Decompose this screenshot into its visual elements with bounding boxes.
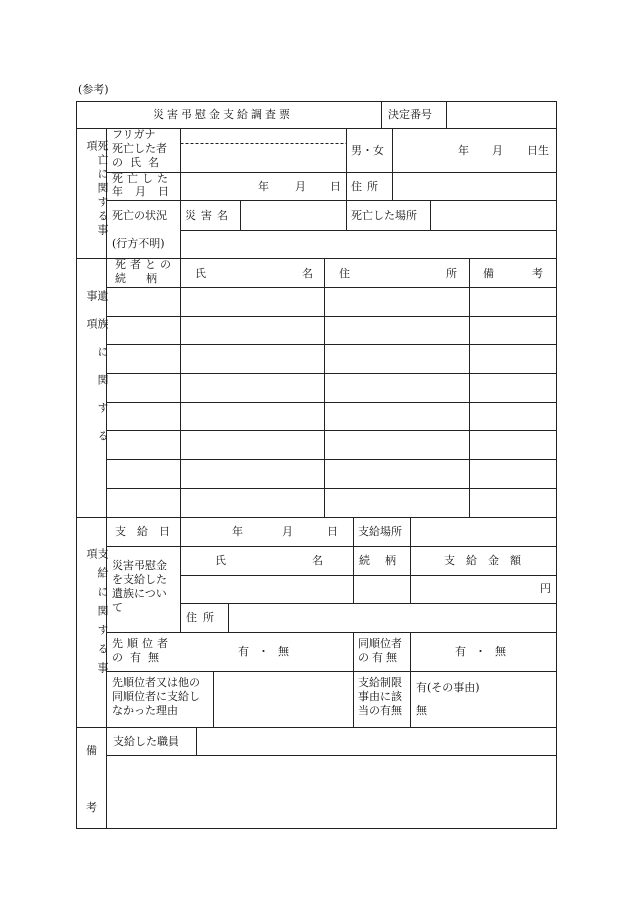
reason-label-line1: 先順位者又は他の: [112, 676, 200, 689]
payment-section-heading: [86, 548, 108, 696]
restrict-no-option[interactable]: 無: [416, 704, 427, 717]
relation-col-header-line2: 続柄: [115, 272, 177, 285]
recipient-given-label: 名: [312, 554, 323, 567]
birth-day-unit: 日生: [527, 144, 549, 157]
birth-month-unit: 月: [492, 144, 503, 157]
family-heading-text: 遺族に関する事項: [85, 290, 109, 458]
family-section-heading: [86, 290, 108, 480]
disaster-name-label: 災害名: [185, 209, 233, 222]
same-value[interactable]: 有・無: [455, 645, 515, 658]
address-col-header-2: 所: [446, 267, 457, 280]
death-situation-label: 死亡の状況: [112, 209, 167, 222]
reason-field[interactable]: [216, 674, 351, 725]
pay-date-label: 支給日: [115, 525, 181, 538]
amount-label: 支給金額: [444, 554, 532, 567]
restrict-label-line2: 事由に該: [358, 690, 402, 703]
decision-number-field[interactable]: [450, 104, 554, 126]
payment-heading-text: 支給に関する事項: [85, 548, 109, 681]
recipient-name-field[interactable]: [183, 578, 350, 600]
recipient-label-line4: て: [112, 601, 123, 614]
form-title: 災害弔慰金支給調査票: [153, 108, 293, 121]
pay-place-field[interactable]: [413, 520, 553, 544]
death-address-label: 住所: [351, 180, 383, 193]
recipient-label-line3: 遺族につい: [112, 587, 167, 600]
recipient-surname-label: 氏: [215, 554, 226, 567]
prior-label-line2: の有無: [112, 651, 166, 664]
sex-label[interactable]: 男・女: [351, 144, 384, 157]
remarks-col-header-2: 考: [532, 267, 543, 280]
yen-unit: 円: [540, 582, 551, 595]
remarks-heading-2: 考: [86, 801, 97, 814]
relation-col-header-line1: 死者との: [115, 258, 175, 271]
given-name-col-header: 名: [302, 267, 313, 280]
death-date-label-line1: 死亡した: [112, 172, 172, 185]
pay-month-unit: 月: [282, 525, 293, 538]
pay-place-label: 支給場所: [358, 525, 402, 538]
staff-label: 支給した職員: [113, 735, 179, 748]
restrict-label-line1: 支給制限: [358, 676, 402, 689]
same-label-line1: 同順位者: [358, 637, 402, 650]
address-col-header-1: 住: [339, 267, 350, 280]
reference-label: (参考): [78, 83, 109, 96]
pay-year-unit: 年: [232, 525, 243, 538]
recipient-relation-field[interactable]: [356, 578, 408, 600]
death-month-unit: 月: [295, 180, 306, 193]
death-day-unit: 日: [330, 180, 341, 193]
decision-number-label: 決定番号: [388, 108, 432, 121]
reason-label-line2: 同順位者に支給し: [112, 690, 200, 703]
same-label-line2: の有無: [358, 651, 400, 664]
death-place-label: 死亡した場所: [351, 209, 417, 222]
death-address-field[interactable]: [395, 175, 553, 197]
deceased-name-field[interactable]: [183, 146, 343, 170]
death-year-unit: 年: [258, 180, 269, 193]
remarks-heading-1: 備: [86, 744, 97, 757]
surname-col-header: 氏: [195, 267, 206, 280]
restrict-label-line3: 当の有無: [358, 704, 402, 717]
recipient-label-line2: を支給した: [112, 573, 167, 586]
recipient-label-line1: 災害弔慰金: [112, 559, 167, 572]
deceased-name-label-line1: 死亡した者: [112, 142, 167, 155]
death-place-field[interactable]: [433, 203, 553, 227]
furigana-field[interactable]: [183, 130, 343, 142]
death-heading-text: 死亡に関する事項: [85, 140, 109, 238]
recipient-address-field[interactable]: [231, 606, 553, 630]
recipient-relation-label: 続柄: [359, 554, 411, 567]
pay-day-unit: 日: [327, 525, 338, 538]
furigana-label: フリガナ: [112, 128, 156, 141]
prior-value[interactable]: 有・無: [238, 645, 298, 658]
death-section-heading: [86, 140, 108, 246]
staff-field[interactable]: [199, 730, 553, 754]
missing-details-field[interactable]: [183, 233, 553, 255]
missing-label: (行方不明): [112, 237, 165, 250]
prior-label-line1: 先順位者: [112, 637, 172, 650]
remarks-col-header-1: 備: [483, 267, 494, 280]
restrict-yes-option[interactable]: 有(その事由): [416, 681, 480, 694]
deceased-name-label-line2: の氏名: [112, 156, 166, 169]
recipient-address-label: 住所: [186, 611, 220, 624]
death-date-label-line2: 年月日: [112, 185, 181, 198]
disaster-name-field[interactable]: [243, 203, 343, 227]
reason-label-line3: なかった理由: [112, 704, 178, 717]
birth-year-unit: 年: [458, 144, 469, 157]
remarks-field[interactable]: [109, 758, 553, 826]
